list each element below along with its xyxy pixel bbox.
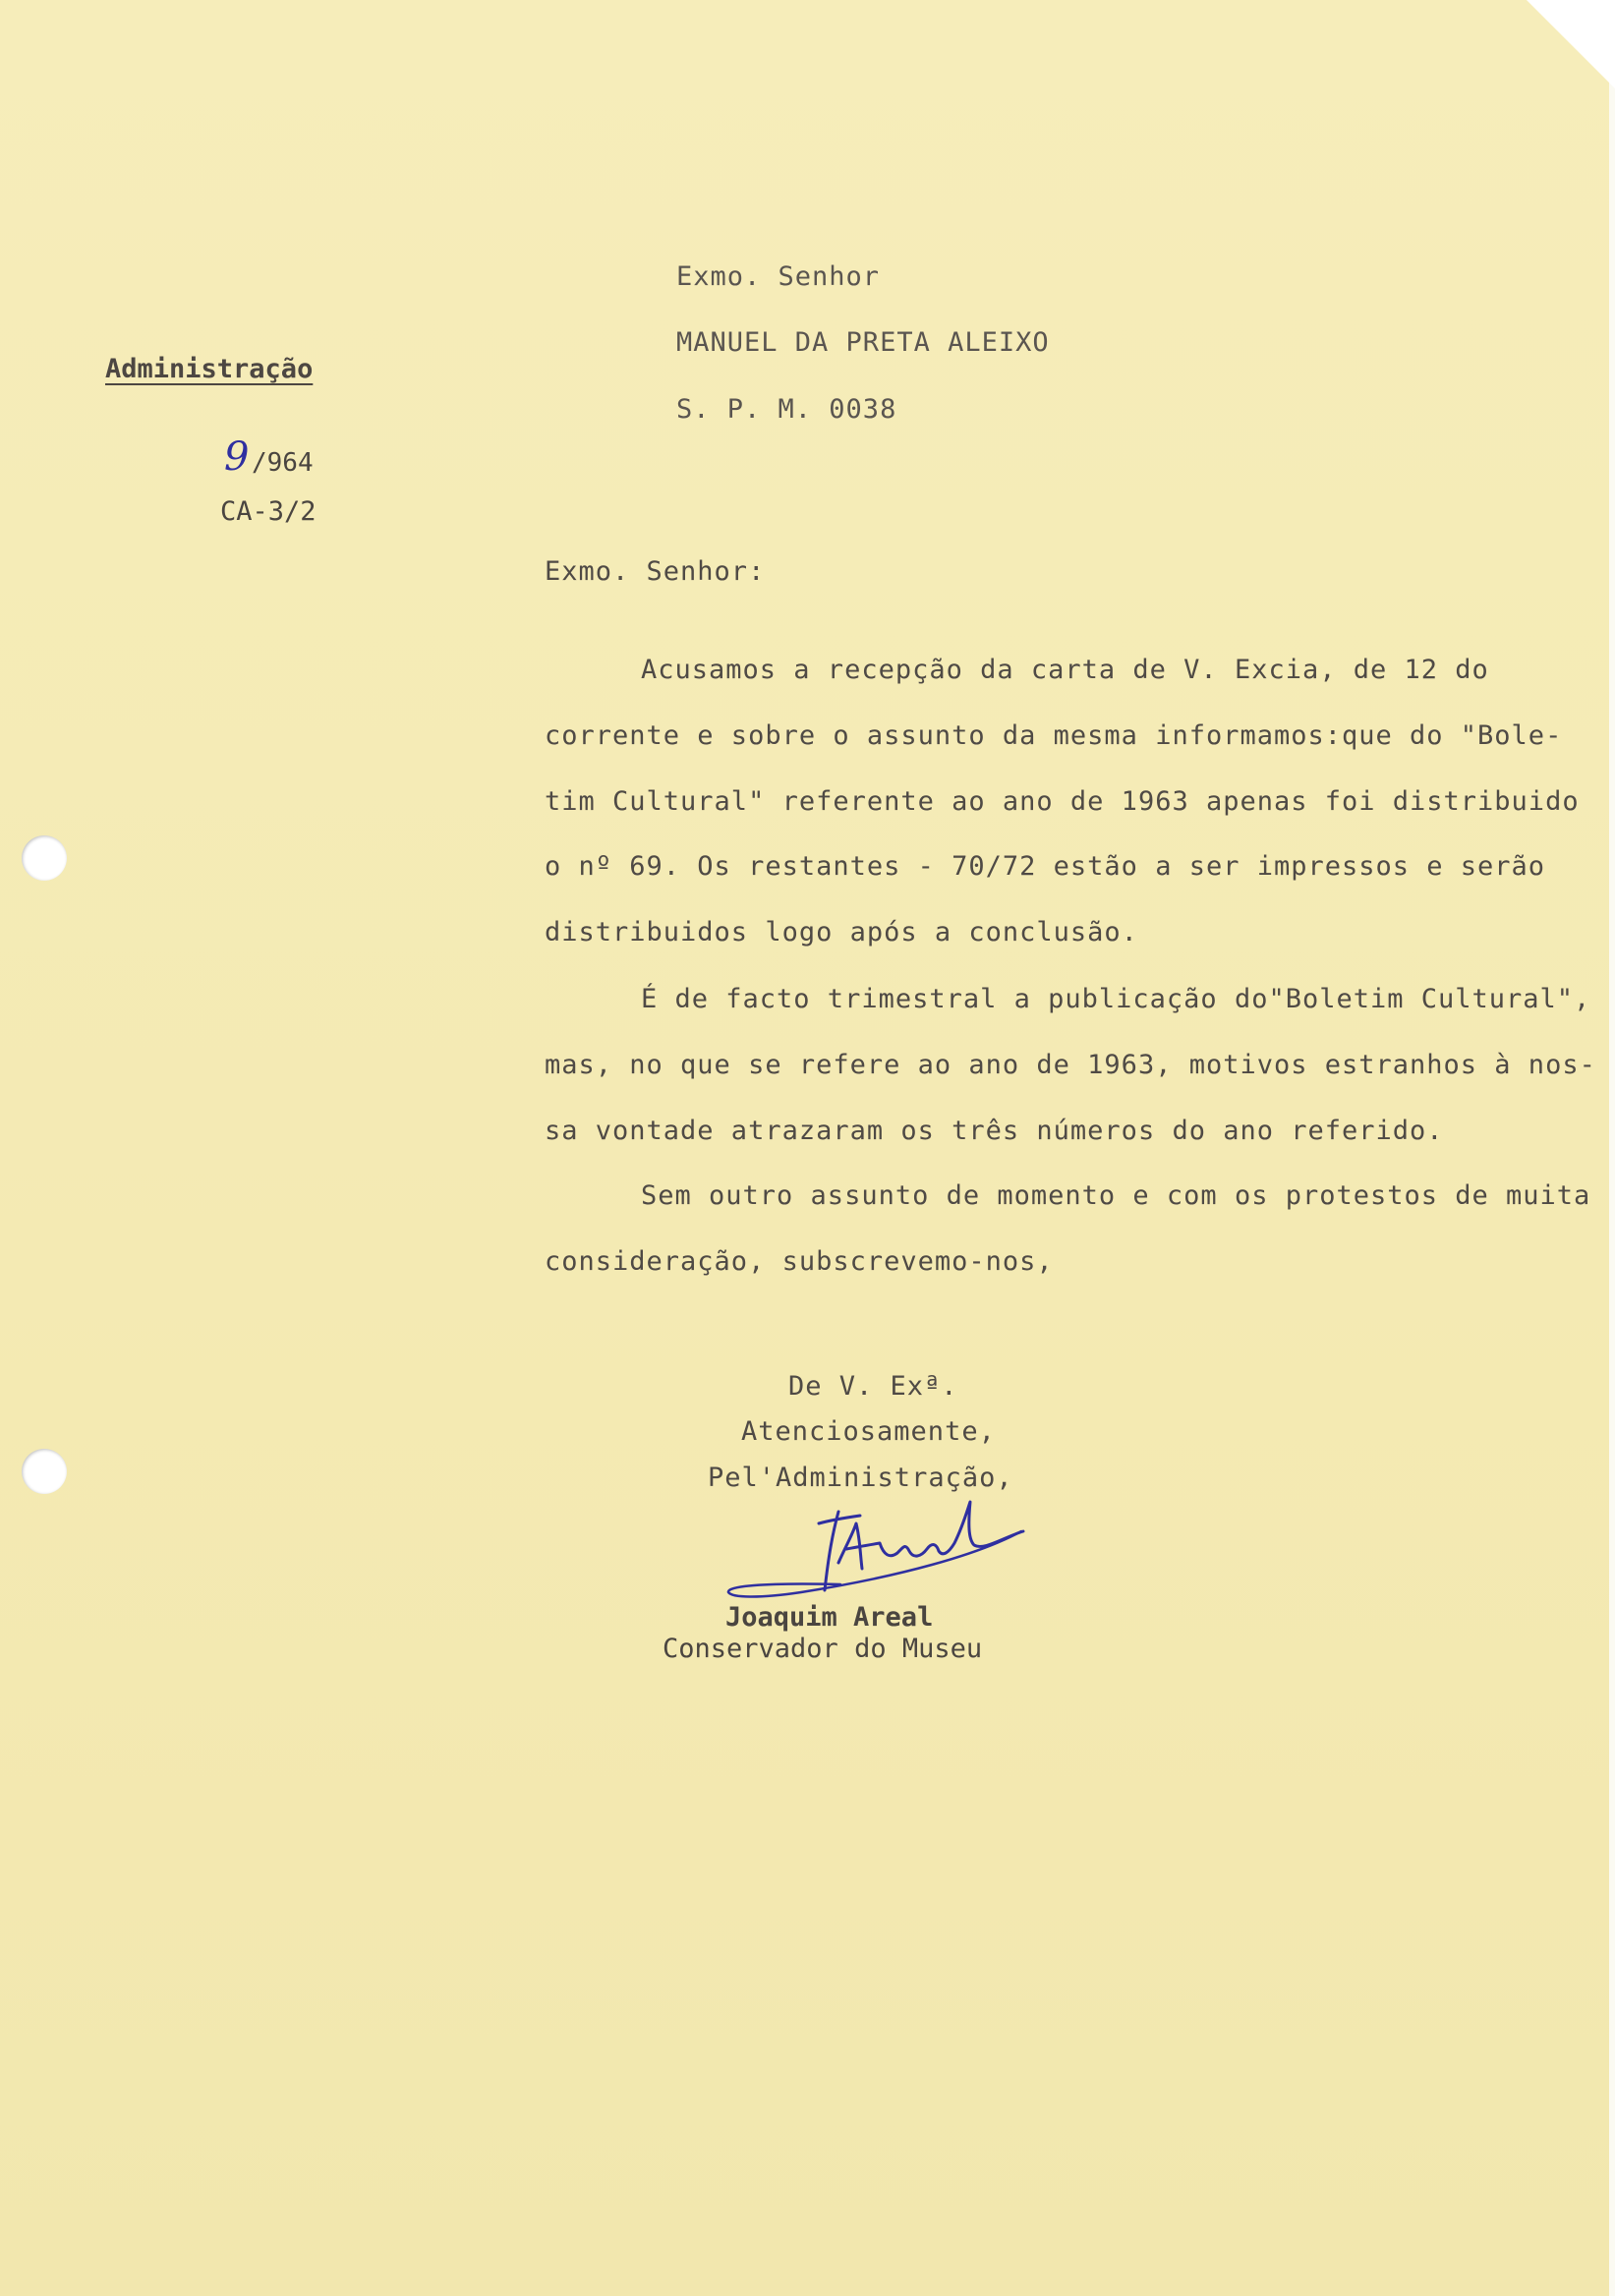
punch-hole-top xyxy=(22,835,67,881)
signer-name: Joaquim Areal xyxy=(725,1602,934,1633)
paragraph-2-line: mas, no que se refere ao ano de 1963, motivos estranhos à nos- xyxy=(545,1050,1596,1080)
paragraph-3-line: Sem outro assunto de momento e com os protestos de muita xyxy=(641,1180,1591,1211)
paragraph-2-line: sa vontade atrazaram os três números do ano referido. xyxy=(545,1116,1444,1146)
handwritten-ref-number: 9 xyxy=(224,434,250,480)
paragraph-1-line: o nº 69. Os restantes - 70/72 estão a ser impressos e serão xyxy=(545,851,1546,882)
page-edge xyxy=(1609,0,1615,2296)
paragraph-2-line: É de facto trimestral a publicação do"Boletim Cultural", xyxy=(641,984,1591,1014)
closing-line: De V. Exª. xyxy=(788,1371,958,1402)
paragraph-1-line: distribuidos logo após a conclusão. xyxy=(545,917,1138,947)
paragraph-1-line: Acusamos a recepção da carta de V. Excia, de 12 do xyxy=(641,655,1489,685)
closing-line: Atenciosamente, xyxy=(741,1416,996,1447)
paragraph-1-line: corrente e sobre o assunto da mesma informamos:que do "Bole- xyxy=(545,720,1563,751)
ref-year: /964 xyxy=(252,448,314,478)
punch-hole-bottom xyxy=(22,1449,67,1494)
greeting: Exmo. Senhor: xyxy=(545,556,766,587)
addressee-name: MANUEL DA PRETA ALEIXO xyxy=(676,327,1050,358)
addressee-salutation: Exmo. Senhor xyxy=(676,261,881,292)
closing-line: Pel'Administração, xyxy=(708,1463,1013,1493)
folded-corner xyxy=(1527,0,1615,88)
signer-title: Conservador do Museu xyxy=(663,1634,983,1664)
paragraph-3-line: consideração, subscrevemo-nos, xyxy=(545,1246,1054,1277)
paragraph-1-line: tim Cultural" referente ao ano de 1963 apenas foi distribuido xyxy=(545,786,1580,817)
ref-code: CA-3/2 xyxy=(220,496,317,527)
addressee-address: S. P. M. 0038 xyxy=(676,394,897,425)
department-label: Administração xyxy=(105,354,314,384)
